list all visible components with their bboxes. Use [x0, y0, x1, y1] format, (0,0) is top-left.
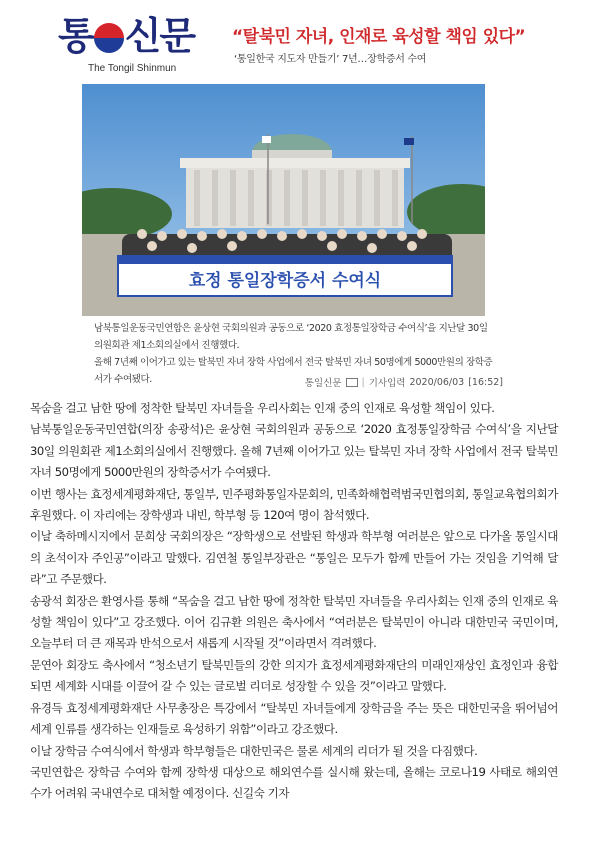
caption-line-1: 남북통일운동국민연합은 윤상현 국회의원과 공동으로 ‘2020 효정통일장학금 수여식’을 지난달 30일 의원회관 제1소회의실에서 진행했다.: [94, 323, 488, 351]
byline-label: 기사입력: [368, 378, 406, 389]
article-paragraph: 목숨을 걸고 남한 땅에 정착한 탈북민 자녀들을 우리사회는 인재 중의 인재로 육성할 책임이 있다.: [30, 401, 495, 415]
byline: [305, 375, 503, 389]
article-subhead: ‘통일한국 지도자 만들기’ 7년…장학증서 수여: [234, 54, 427, 65]
article-headline: “탈북민 자녀, 인재로 육성할 책임 있다”: [232, 27, 526, 47]
banner-text: 효정 통일장학증서 수여식: [188, 271, 382, 291]
article-paragraph: 국민연합은 장학금 수여와 함께 장학생 대상으로 해외연수를 실시해 왔는데, 올해는 코로나19 사태로 해외연수가 어려워 국내연수로 대처할 예정이다. 신길숙 기자: [30, 764, 558, 801]
email-icon[interactable]: [346, 378, 358, 387]
article-paragraph: 남북통일운동국민연합(의장 송광석)은 윤상현 국회의원과 공동으로 ‘2020 효정통일장학금 수여식’을 지난달 30일 의원회관 제1소회의실에서 진행했다. 올해 7년째 이어가고 있는 탈북민 자녀 장학 사업에서 전국 탈북민 자녀 50명에게 5000만원의 장학증서가 수여됐다.: [30, 422, 558, 480]
article-paragraph: 이번 행사는 효정세계평화재단, 통일부, 민주평화통일자문회의, 민족화해협력범국민협의회, 통일교육협의회가 후원했다. 이 자리에는 장학생과 내빈, 학부형 등 120여 명이 참석했다.: [30, 486, 558, 523]
caption-line-2: 올해 7년째 이어가고 있는 탈북민 자녀 장학 사업에서 전국 탈북민 자녀 50명에게 5000만원의 장학증서가 수여됐다.: [94, 357, 493, 385]
logo-text-part2: 신문: [124, 14, 195, 58]
newspaper-logo[interactable]: [58, 14, 194, 58]
logo-text-part1: 통: [58, 14, 93, 58]
masthead: [0, 0, 600, 80]
taegeuk-seal-icon: [94, 23, 124, 53]
article-paragraph: 유경득 효정세계평화재단 사무총장은 특강에서 “탈북민 자녀들에게 장학금을 주는 뜻은 대한민국을 뛰어넘어 세계 인류를 생각하는 인재들로 육성하기 위함”이라고 강조했다.: [30, 700, 558, 737]
byline-separator: |: [361, 376, 365, 388]
byline-date: 2020/06/03: [409, 376, 465, 388]
article-body: [30, 398, 558, 805]
event-photo: [82, 84, 485, 316]
article-paragraph: 이날 장학금 수여식에서 학생과 학부형들은 대한민국은 물론 세계의 리더가 될 것을 다짐했다.: [30, 743, 478, 758]
article-paragraph: 송광석 회장은 환영사를 통해 “목숨을 걸고 남한 땅에 정착한 탈북민 자녀들을 우리사회는 인재 중의 인재로 육성할 책임이 있다”고 강조했다. 이어 김규환 의원은 축사에서 “여러분은 탈북민이 아니라 대한민국 국민이며, 오늘부터 더 큰 재목과 반석으로서 새롭게 시작될 것”이라면서 격려했다.: [30, 593, 558, 651]
article-paragraph: 이날 축하메시지에서 문희상 국회의장은 “장학생으로 선발된 학생과 학부형 여러분은 앞으로 다가올 통일시대의 초석이자 주인공”이라고 말했다. 김연철 통일부장관은 “통일은 모두가 함께 만들어 가는 것임을 기억해 달라”고 주문했다.: [30, 529, 558, 587]
byline-time: [16:52]: [468, 376, 503, 388]
national-assembly-illustration: [82, 84, 485, 316]
byline-source: 통일신문: [304, 378, 342, 389]
article-paragraph: 문연아 회장도 축사에서 “청소년기 탈북민들의 강한 의지가 효정세계평화재단의 미래인재상인 효정인과 융합되면 세계화 시대를 이끌어 갈 수 있는 글로벌 리더로 성장할 수 있을 것”이라고 말했다.: [30, 657, 558, 694]
logo-subtitle: The Tongil Shinmun: [88, 63, 177, 74]
